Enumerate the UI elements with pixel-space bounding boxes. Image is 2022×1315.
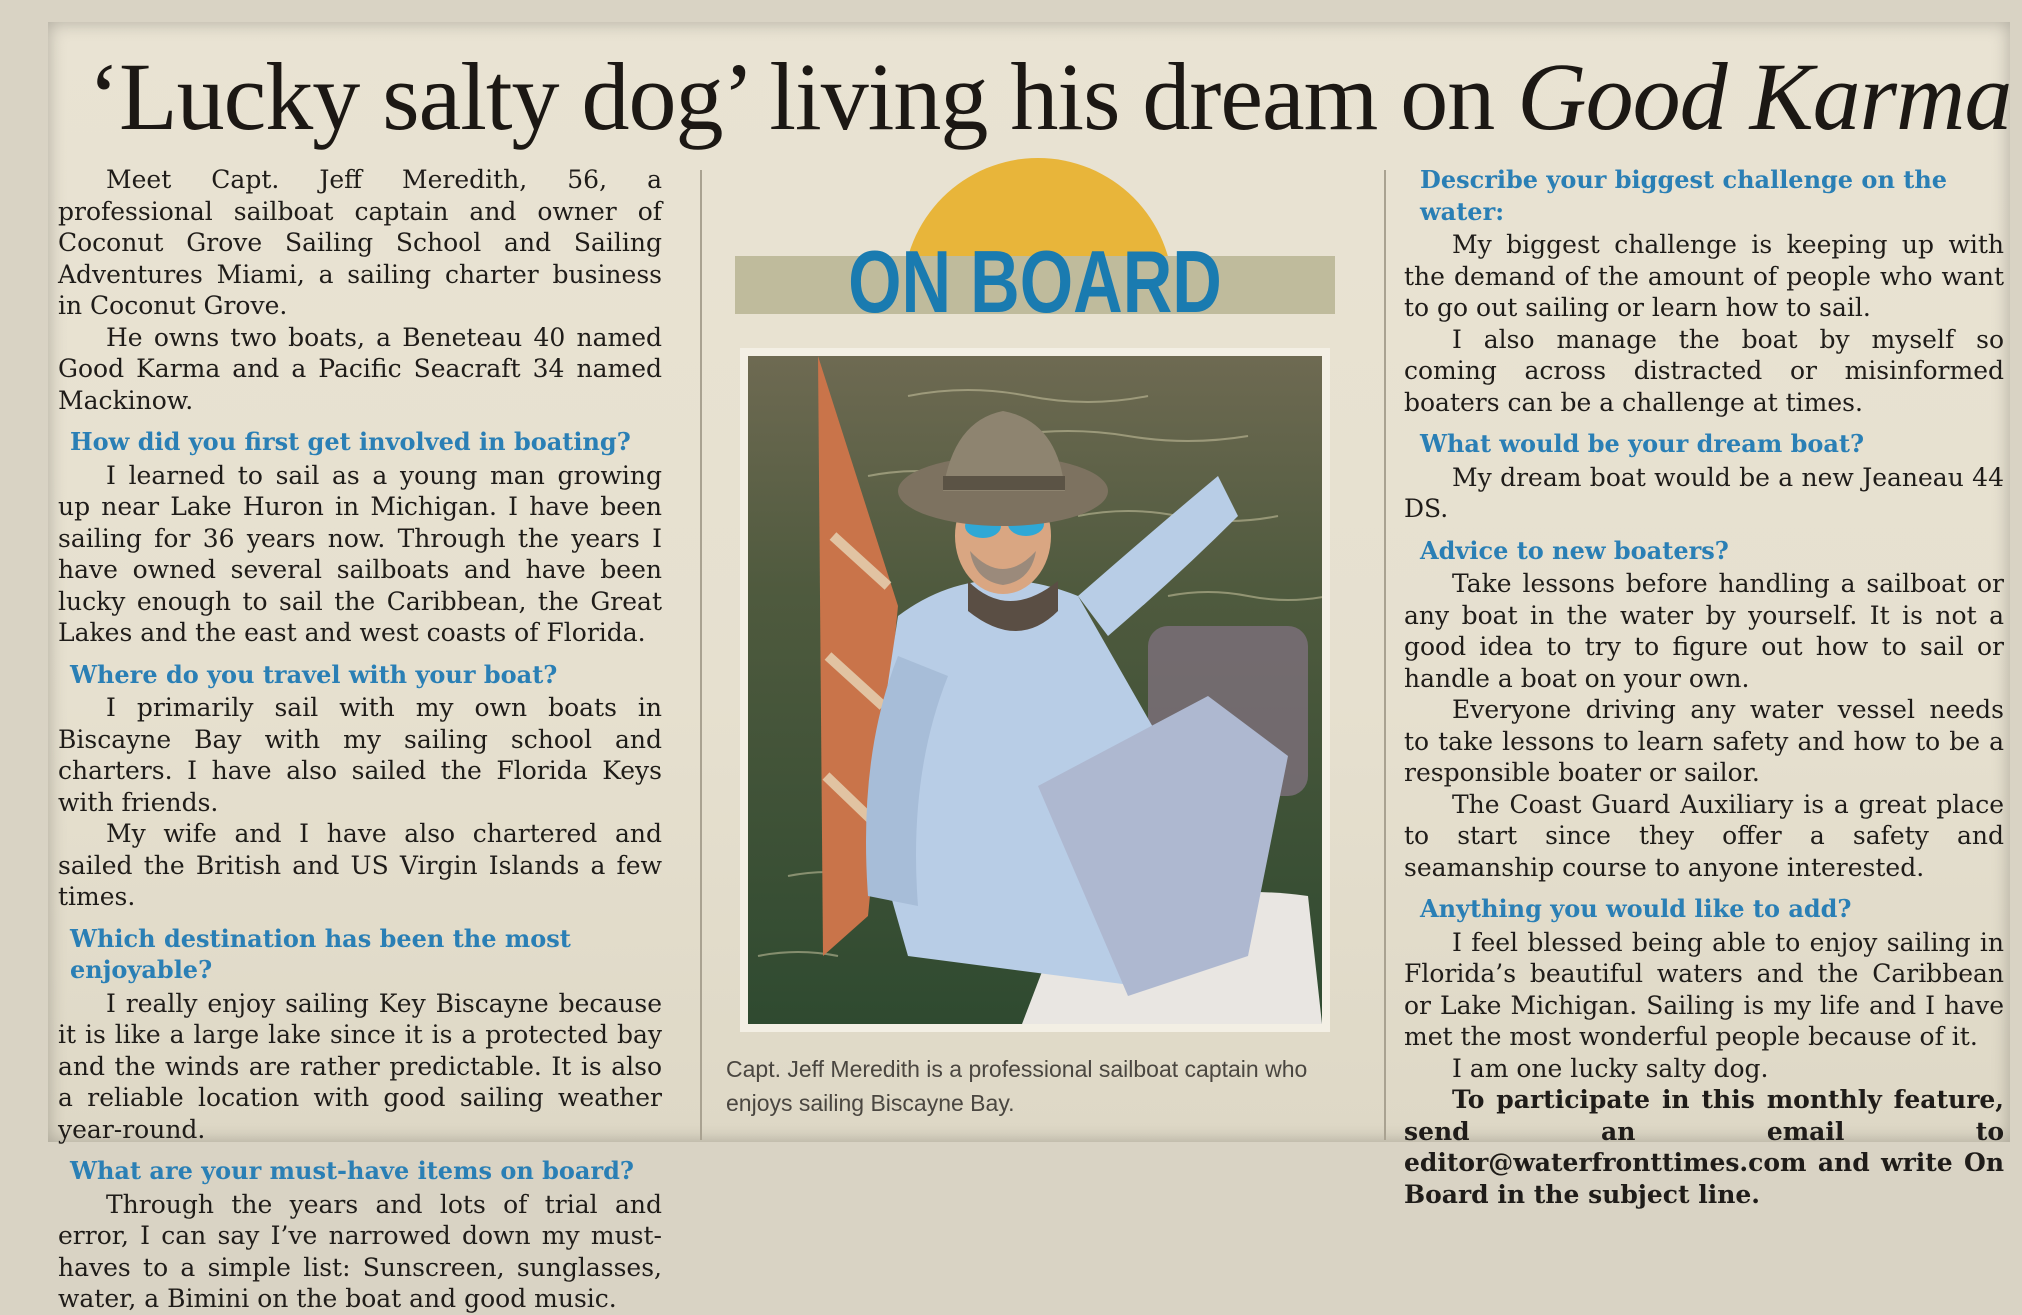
answer-paragraph: The Coast Guard Auxiliary is a great place to start since they offer a safety and seamanship course to anyone interested.	[1404, 789, 2004, 882]
answer-paragraph: I primarily sail with my own boats in Biscayne Bay with my sailing school and charters. I have also sailed the Florida Keys with friends.	[58, 693, 662, 817]
answer-paragraph: Take lessons before handling a sailboat or any boat in the water by yourself. It is not a good idea to try to figure out how to sail or handle a boat on your own.	[1404, 569, 2004, 693]
answer-paragraph: My dream boat would be a new Jeaneau 44 DS.	[1404, 462, 2004, 523]
headline-main: ‘Lucky salty dog’ living his dream on	[88, 43, 1518, 150]
column-divider	[1384, 170, 1386, 1140]
photo-image	[748, 356, 1322, 1024]
intro-paragraph: Meet Capt. Jeff Meredith, 56, a professional sailboat captain and owner of Coconut Grove Sailing School and Sailing Adventures Miami, a sailing charter business in Coconut Grove.	[58, 165, 662, 320]
on-board-logo	[735, 150, 1335, 330]
question-heading: Describe your biggest challenge on the water:	[1420, 165, 1948, 226]
left-column	[58, 164, 662, 1315]
answer-paragraph: My wife and I have also chartered and sailed the British and US Virgin Islands a few times.	[58, 819, 662, 911]
question-heading: Which destination has been the most enjoyable?	[70, 923, 571, 984]
question-heading: Anything you would like to add?	[1420, 894, 1852, 923]
answer-paragraph: My biggest challenge is keeping up with the demand of the amount of people who want to go out sailing or learn how to sail.	[1404, 230, 2004, 322]
question-heading: Advice to new boaters?	[1420, 535, 1729, 565]
intro-paragraph: He owns two boats, a Beneteau 40 named Good Karma and a Pacific Seacraft 34 named Mackinow.	[58, 322, 662, 415]
answer-paragraph: I learned to sail as a young man growing up near Lake Huron in Michigan. I have been sailing for 36 years now. Through the years I have owned several sailboats and have been lucky enough to sail the Caribbean, the Great Lakes and the east and west coasts of Florida.	[58, 460, 662, 647]
photo-caption: Capt. Jeff Meredith is a professional sailboat captain who enjoys sailing Biscayne Bay.	[726, 1056, 1308, 1116]
right-column	[1404, 164, 2004, 1210]
answer-paragraph: I feel blessed being able to enjoy sailing in Florida’s beautiful waters and the Caribbean or Lake Michigan. Sailing is my life and I have met the most wonderful people because of it.	[1404, 927, 2004, 1051]
question-heading: What would be your dream boat?	[1420, 429, 1865, 458]
captain-photo	[740, 348, 1330, 1032]
question-heading: Where do you travel with your boat?	[70, 659, 558, 689]
column-divider	[700, 170, 702, 1140]
headline	[88, 42, 2012, 152]
answer-paragraph: I also manage the boat by myself so coming across distracted or misinformed boaters can be a challenge at times.	[1404, 324, 2004, 417]
logo-text: ON BOARD	[848, 232, 1222, 331]
question-heading: What are your must-have items on board?	[70, 1156, 634, 1185]
answer-paragraph: Everyone driving any water vessel needs to take lessons to learn safety and how to be a responsible boater or sailor.	[1404, 695, 2004, 787]
answer-paragraph: I am one lucky salty dog.	[1452, 1053, 1769, 1083]
headline-boat-name: Good Karma	[1517, 43, 2012, 150]
answer-paragraph: Through the years and lots of trial and error, I can say I’ve narrowed down my must-haves to a simple list: Sunscreen, sunglasses, water, a Bimini on the boat and good music.	[58, 1189, 662, 1313]
question-heading: How did you first get involved in boating?	[70, 427, 631, 456]
answer-paragraph: I really enjoy sailing Key Biscayne because it is like a large lake since it is a protected bay and the winds are rather predictable. It is also a reliable location with good sailing weather year-round.	[58, 988, 662, 1144]
participation-note: To participate in this monthly feature, send an email to editor@waterfronttimes.com and write On Board in the subject line.	[1404, 1085, 2004, 1209]
